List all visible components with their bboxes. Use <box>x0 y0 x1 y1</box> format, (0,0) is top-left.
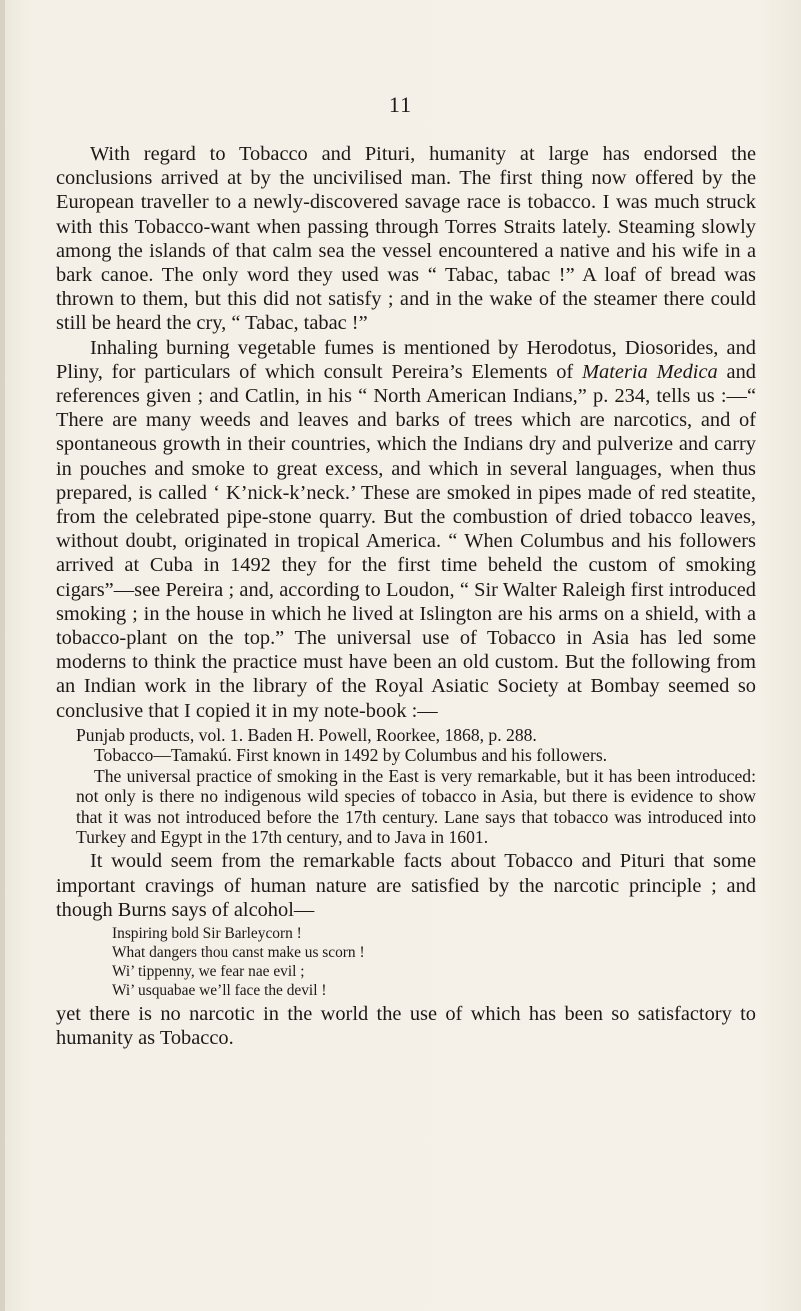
page-edge <box>0 0 5 1311</box>
paragraph-text-end: and references given ; and Catlin, in his “ North American Indians,” p. 234, tells us :—“ There are many weeds and leaves and barks of trees which are narcotics, and of spontaneous growth in their countries, which the Indians dry and pulverize and carry in pouches and smoke to great excess, and which in several languages, when thus prepared, is called ‘ K’nick-k’neck.’ These are smoked in pipes made of red steatite, from the celebrated pipe-stone quarry. But the combustion of dried tobacco leaves, without doubt, originated in tropical America. “ When Columbus and his followers arrived at Cuba in 1492 they for the first time beheld the custom of smoking cigars”—see Pereira ; and, according to Loudon, “ Sir Walter Raleigh first introduced smoking ; in the house in which he lived at Islington are his arms on a shield, with a tobacco-plant on the top.” The universal use of Tobacco in Asia has led some moderns to think the practice must have been an old custom. But the following from an Indian work in the library of the Royal Asiatic Society at Bombay seemed so conclusive that I copied it in my note-book :— <box>56 360 756 722</box>
page-body <box>56 142 756 1050</box>
verse-line: Inspiring bold Sir Barleycorn ! <box>112 924 302 942</box>
verse-line: Wi’ tippenny, we fear nae evil ; <box>112 962 305 980</box>
paragraph-tobacco-pituri: With regard to Tobacco and Pituri, humanity at large has endorsed the conclusions arrived at by the uncivilised man. The first thing now offered by the European traveller to a newly-discovered savage race is tobacco. I was much struck with this Tobacco-want when passing through Torres Straits lately. Steaming slowly among the islands of that calm sea the vessel encountered a native and his wife in a bark canoe. The only word they used was “ Tabac, tabac !” A loaf of bread was thrown to them, but this did not satisfy ; and in the wake of the steamer there could still be heard the cry, “ Tabac, tabac !” <box>56 143 756 335</box>
page-number: 11 <box>388 92 413 117</box>
quote-line-practice: The universal practice of smoking in the East is very remarkable, but it has been introduced: not only is there no indigenous wild species of tobacco in Asia, but there is evidence to show that it was not introduced before the 17th century. Lane says that tobacco was introduced into Turkey and Egypt in the 17th century, and to Java in 1601. <box>76 765 756 847</box>
quote-line-source: Punjab products, vol. 1. Baden H. Powell, Roorkee, 1868, p. 288. <box>76 724 537 745</box>
paragraph-text-start: Inhaling burning vegetable fumes is mentioned by Herodotus, Diosorides, and Pliny, for particulars of which consult Pereira’s Elements of <box>56 336 756 383</box>
verse-block <box>112 924 756 1000</box>
paragraph-inhaling-fumes <box>56 336 756 723</box>
verse-line: Wi’ usquabae we’ll face the devil ! <box>112 981 327 999</box>
paragraph-cravings: It would seem from the remarkable facts about Tobacco and Pituri that some important cravings of human nature are satisfied by the narcotic principle ; and though Burns says of alcohol— <box>56 850 756 921</box>
quote-line-tobacco: Tobacco—Tamakú. First known in 1492 by Columbus and his followers. <box>94 745 608 766</box>
paragraph-conclusion: yet there is no narcotic in the world the use of which has been so satisfactory to humanity as Tobacco. <box>56 1002 756 1050</box>
block-quote <box>76 725 756 847</box>
verse-line: What dangers thou canst make us scorn ! <box>112 943 365 961</box>
italic-title: Materia Medica <box>582 360 718 383</box>
